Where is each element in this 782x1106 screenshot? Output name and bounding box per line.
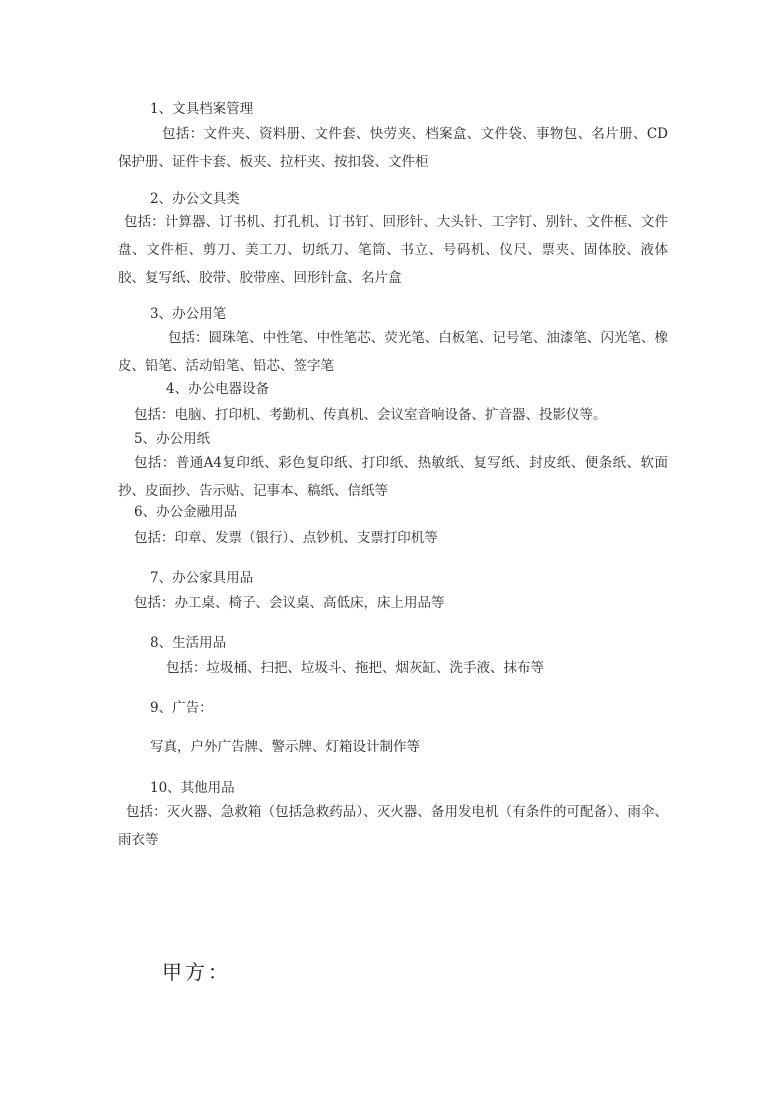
section-6-heading: 6、办公金融用品: [134, 504, 238, 520]
section-7-content: 包括：办工桌、椅子、会议桌、高低床，床上用品等: [134, 595, 445, 611]
party-a-label: 甲方：: [162, 960, 231, 984]
section-2-content: 包括：计算器、订书机、打孔机、订书钉、回形针、大头针、工字钉、别针、文件框、文件盘、文件柜、剪刀、美工刀、切纸刀、笔筒、书立、号码机、仪尺、票夹、固体胶、液体胶、复写纸、胶带、胶带座、回形针盒、名片盒: [118, 214, 668, 286]
section-4-heading: 4、办公电器设备: [166, 381, 270, 397]
section-8-content: 包括：垃圾桶、扫把、垃圾斗、拖把、烟灰缸、洗手液、抹布等: [166, 660, 544, 676]
section-1-heading: 1、文具档案管理: [150, 101, 254, 117]
section-9-content: [150, 738, 420, 756]
section-9-heading: 9、广告：: [150, 700, 213, 716]
section-1-content: 包括：文件夹、资料册、文件套、快劳夹、档案盒、文件袋、事物包、名片册、CD保护册、证件卡套、板夹、拉杆夹、按扣袋、文件柜: [118, 126, 668, 170]
section-3-content: 包括：圆珠笔、中性笔、中性笔芯、荧光笔、白板笔、记号笔、油漆笔、闪光笔、橡皮、铅笔、活动铅笔、铅芯、签字笔: [118, 330, 668, 374]
section-6-content: 包括：印章、发票（银行）、点钞机、支票打印机等: [134, 530, 438, 546]
section-5-heading: 5、办公用纸: [134, 431, 211, 447]
section-3-heading: 3、办公用笔: [150, 306, 227, 322]
section-2-heading: 2、办公文具类: [150, 191, 240, 207]
section-9-content-part2: 灯箱设计制作等: [325, 739, 420, 755]
section-7-heading: 7、办公家具用品: [150, 570, 254, 586]
section-8-heading: 8、生活用品: [150, 635, 227, 651]
section-10-content: 包括：灭火器、急救箱（包括急救药品）、灭火器、备用发电机（有条件的可配备）、雨伞、雨衣等: [118, 804, 668, 848]
section-10-heading: 10、其他用品: [150, 780, 235, 796]
section-9-content-part1: 写真，户外广告牌、警示牌、: [150, 739, 326, 755]
section-5-content: 包括：普通A4复印纸、彩色复印纸、打印纸、热敏纸、复写纸、封皮纸、便条纸、软面抄、皮面抄、告示贴、记事本、稿纸、信纸等: [118, 455, 668, 499]
section-4-content: 包括：电脑、打印机、考勤机、传真机、会议室音响设备、扩音器、投影仪等。: [134, 407, 607, 423]
